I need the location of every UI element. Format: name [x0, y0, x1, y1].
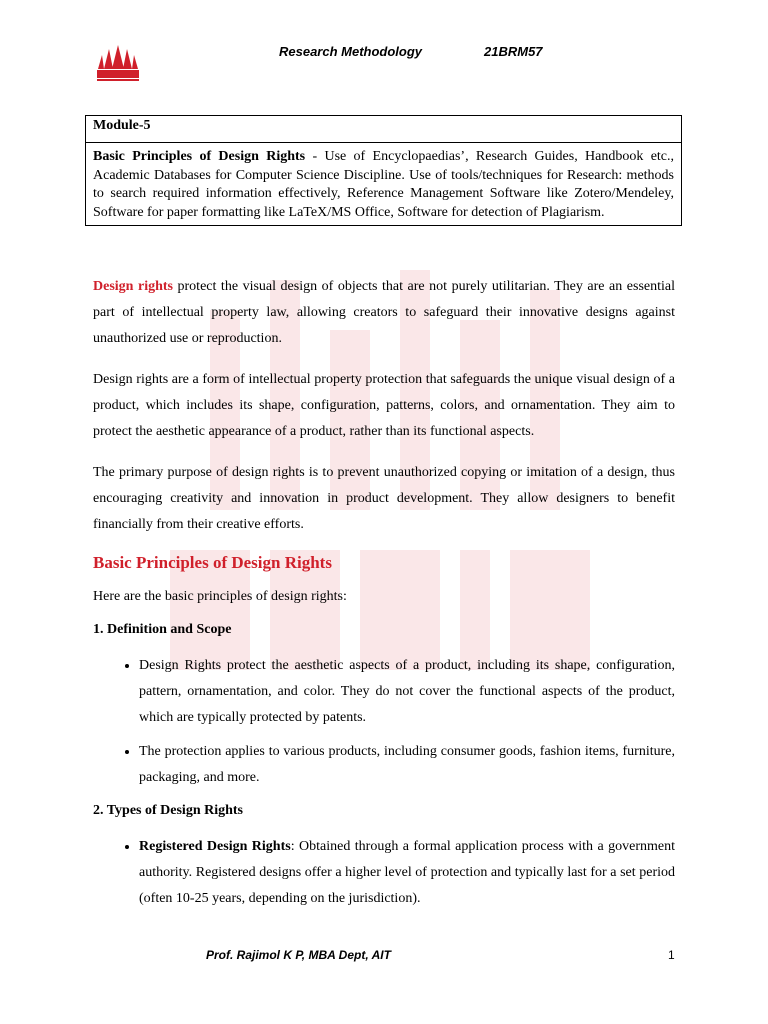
- page-number: 1: [668, 948, 675, 962]
- list-item: [139, 834, 675, 912]
- subsection-types-title: 2. Types of Design Rights: [93, 803, 244, 818]
- course-code: 21BRM57: [484, 44, 543, 59]
- module-topic-details: - Use of Encyclopaedias’, Research Guides, Handbook etc., Academic Databases for Computer Science Discipline. Use of tools/techniques for Research: methods to search required information effectively, Reference Management Software like Zotero/Mendeley, Software for paper formatting like LaTeX/MS Office, Software for detection of Plagiarism.: [93, 149, 675, 220]
- intro-paragraph-3: The primary purpose of design rights is to prevent unauthorized copying or imitation of a design, thus encouraging creativity and innovation in product development. They allow designers to benefit financially from their creative efforts.: [93, 465, 675, 532]
- main-content: [93, 274, 675, 922]
- design-rights-highlight: Design rights: [93, 279, 173, 294]
- intro-paragraph-1-text: protect the visual design of objects that are not purely utilitarian. They are an essential part of intellectual property law, allowing creators to safeguard their innovative designs against unauthorized use or reproduction.: [93, 279, 675, 346]
- section-title: Basic Principles of Design Rights: [93, 553, 332, 572]
- intro-paragraph-2: Design rights are a form of intellectual property protection that safeguards the unique visual design of a product, which includes its shape, configuration, patterns, colors, and ornamentation. They aim to protect the aesthetic appearance of a product, rather than its functional aspects.: [93, 372, 675, 439]
- module-description: [86, 143, 681, 225]
- definition-list: [93, 653, 675, 791]
- header-title: Research Methodology: [279, 44, 423, 59]
- subsection-definition-title: 1. Definition and Scope: [93, 622, 232, 637]
- registered-design-rights-label: Registered Design Rights: [139, 839, 291, 854]
- footer-author: Prof. Rajimol K P, MBA Dept, AIT: [206, 948, 391, 962]
- types-list: [93, 834, 675, 912]
- atria-logo: [94, 43, 142, 83]
- module-topic: Basic Principles of Design Rights: [93, 149, 306, 164]
- list-item: • The protection applies to various products, including consumer goods, fashion items, furniture, packaging, and more.: [139, 739, 675, 791]
- module-box: [85, 115, 682, 226]
- page-header: [0, 40, 768, 90]
- list-item: • Design Rights protect the aesthetic aspects of a product, including its shape, configuration, pattern, ornamentation, and color. They do not cover the functional aspects of the product, which are typically protected by patents.: [139, 653, 675, 731]
- module-heading: Module-5: [86, 116, 681, 143]
- registered-design-rights-text: : Obtained through a formal application process with a government authority. Registered designs offer a higher level of protection and typically last for a set period (often 10-25 years, depending on the jurisdiction).: [139, 839, 676, 906]
- section-lead: Here are the basic principles of design rights:: [93, 589, 347, 604]
- intro-paragraph-1: [93, 274, 675, 352]
